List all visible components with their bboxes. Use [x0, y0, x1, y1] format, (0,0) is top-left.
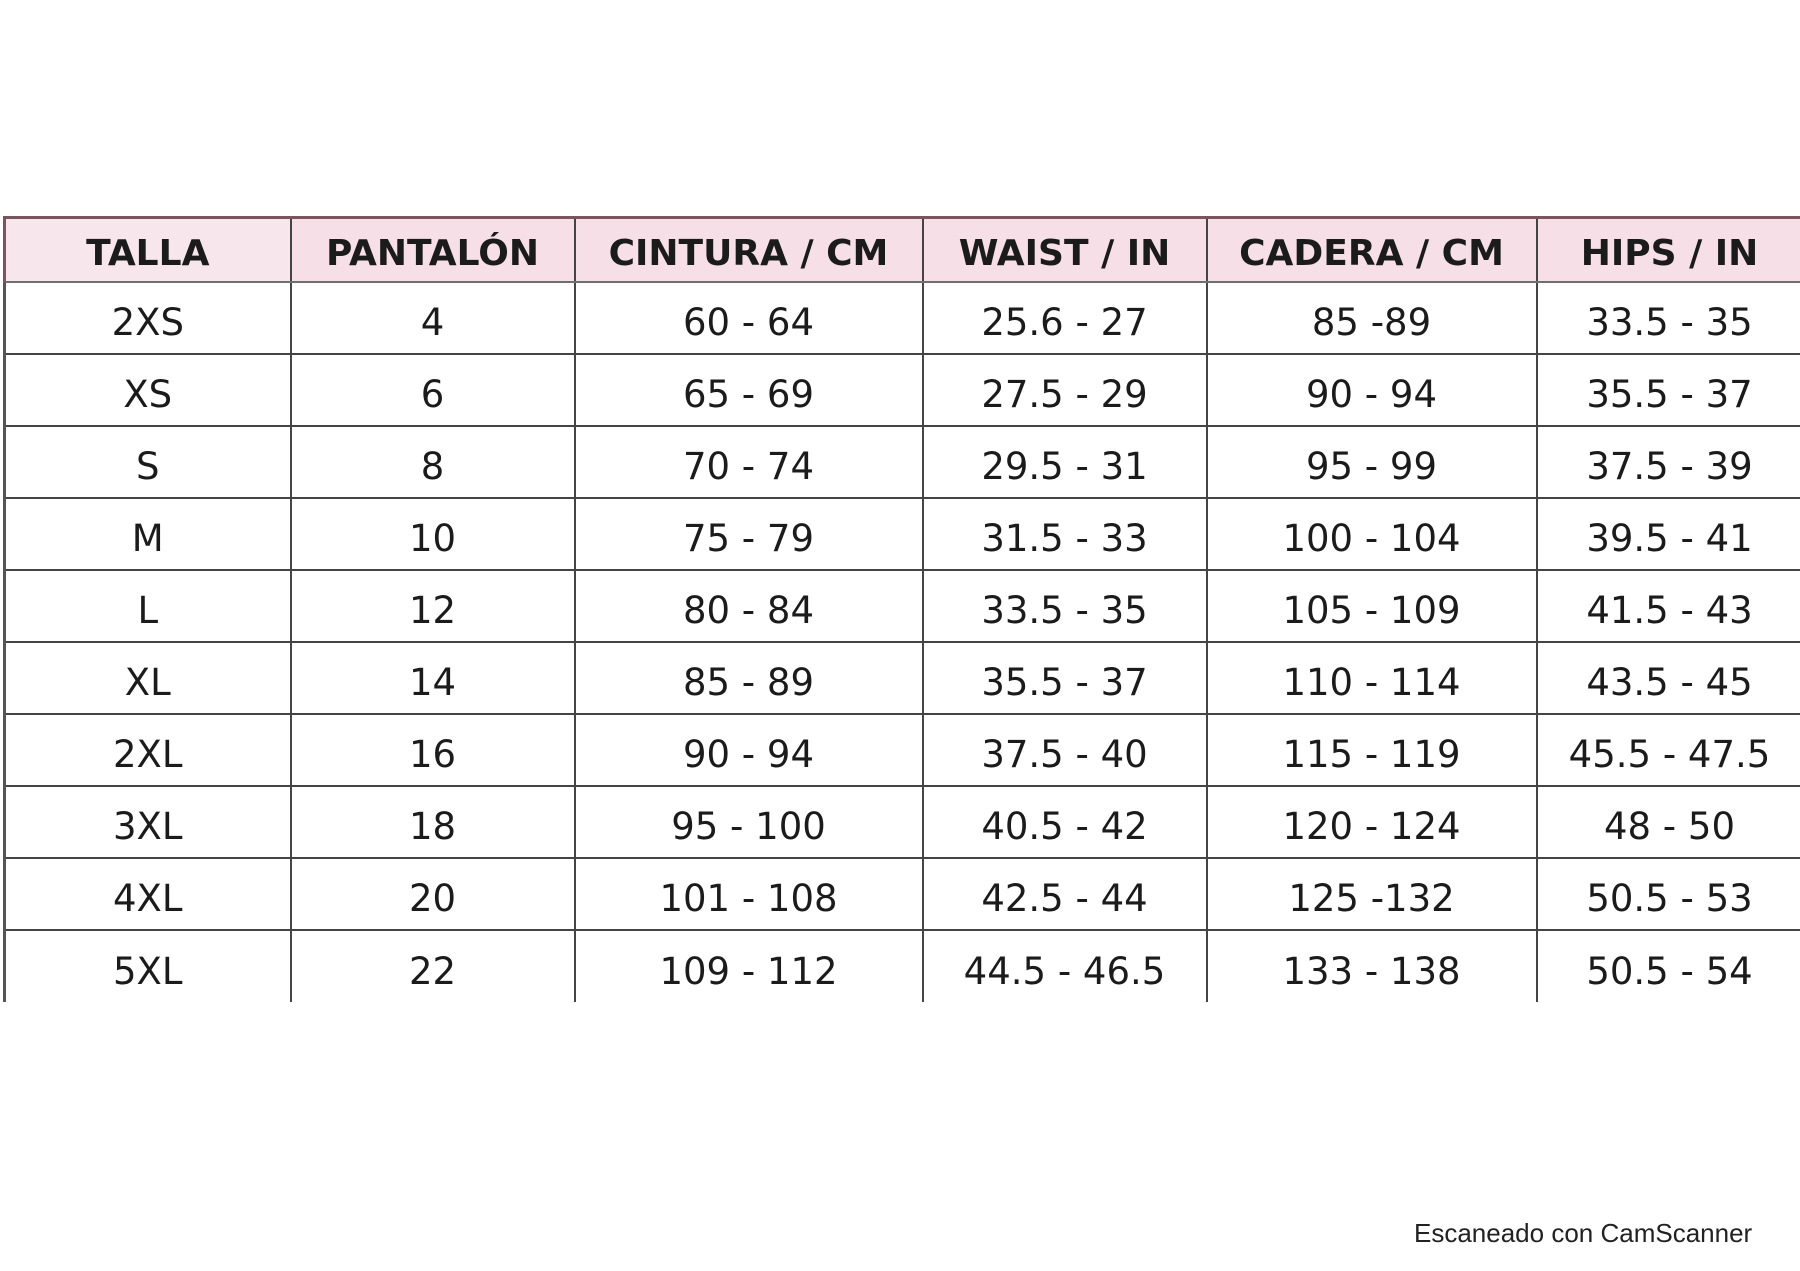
cell-talla: L: [5, 570, 291, 642]
cell-cintura-cm: 70 - 74: [575, 426, 923, 498]
table-header-row: [5, 218, 1800, 282]
cell-cadera-cm: 110 - 114: [1207, 642, 1537, 714]
cell-cintura-cm: 109 - 112: [575, 930, 923, 1002]
cell-hips-in: 50.5 - 54: [1586, 949, 1753, 993]
table-row: [5, 858, 1800, 930]
cell-cadera-cm: 133 - 138: [1207, 930, 1537, 1002]
header-talla: TALLA: [5, 218, 291, 282]
table-row: [5, 354, 1800, 426]
table-row: [5, 498, 1800, 570]
cell-hips-in: 41.5 - 43: [1537, 570, 1800, 642]
cell-waist-in: 33.5 - 35: [923, 570, 1207, 642]
table-row: [5, 786, 1800, 858]
header-pantalon: PANTALÓN: [291, 218, 575, 282]
cell-hips-in: 45.5 - 47.5: [1537, 714, 1800, 786]
cell-pantalon: 6: [291, 354, 575, 426]
cell-cadera-cm: 115 - 119: [1207, 714, 1537, 786]
cell-talla: XS: [5, 354, 291, 426]
cell-cintura-cm: 60 - 64: [575, 282, 923, 354]
cell-talla: 5XL: [5, 930, 291, 1002]
cell-cadera-cm: 85 -89: [1207, 282, 1537, 354]
camscanner-footer-note: Escaneado con CamScanner: [1414, 1218, 1753, 1248]
cell-pantalon: 22: [291, 930, 575, 1002]
cell-cadera-cm: 95 - 99: [1207, 426, 1537, 498]
cell-cintura-cm: 65 - 69: [575, 354, 923, 426]
cell-hips-in: 50.5 - 53: [1537, 858, 1800, 930]
cell-hips-in: 43.5 - 45: [1537, 642, 1800, 714]
cell-waist-in: 27.5 - 29: [923, 354, 1207, 426]
header-cintura-cm: CINTURA / CM: [575, 218, 923, 282]
cell-waist-in: 25.6 - 27: [923, 282, 1207, 354]
header-cadera-cm: CADERA / CM: [1207, 218, 1537, 282]
table-row: [5, 642, 1800, 714]
cell-cadera-cm: 120 - 124: [1207, 786, 1537, 858]
cell-pantalon: 10: [291, 498, 575, 570]
header-hips-in: HIPS / IN: [1537, 218, 1800, 282]
cell-hips-in: 39.5 - 41: [1537, 498, 1800, 570]
cell-pantalon: 16: [291, 714, 575, 786]
cell-hips-in: 33.5 - 35: [1537, 282, 1800, 354]
table-row: [5, 570, 1800, 642]
cell-waist-in: 29.5 - 31: [923, 426, 1207, 498]
cell-talla: S: [5, 426, 291, 498]
cell-cintura-cm: 85 - 89: [575, 642, 923, 714]
cell-cadera-cm: 100 - 104: [1207, 498, 1537, 570]
cell-waist-in: 42.5 - 44: [923, 858, 1207, 930]
cell-hips-in: 48 - 50: [1537, 786, 1800, 858]
cell-cintura-cm: 80 - 84: [575, 570, 923, 642]
cell-hips-in: 35.5 - 37: [1537, 354, 1800, 426]
table-row: [5, 714, 1800, 786]
table-row: [5, 930, 1800, 1002]
cell-pantalon: 8: [291, 426, 575, 498]
cell-pantalon: 18: [291, 786, 575, 858]
cell-pantalon: 12: [291, 570, 575, 642]
cell-talla: 2XS: [5, 282, 291, 354]
size-chart-table: [3, 216, 1800, 1002]
cell-waist-in: 37.5 - 40: [923, 714, 1207, 786]
header-waist-in: WAIST / IN: [923, 218, 1207, 282]
cell-waist-in: 44.5 - 46.5: [923, 930, 1207, 1002]
cell-cintura-cm: 95 - 100: [575, 786, 923, 858]
cell-cadera-cm: 105 - 109: [1207, 570, 1537, 642]
cell-cintura-cm: 90 - 94: [575, 714, 923, 786]
cell-waist-in: 31.5 - 33: [923, 498, 1207, 570]
cell-pantalon: 20: [291, 858, 575, 930]
cell-cintura-cm: 101 - 108: [575, 858, 923, 930]
cell-talla: XL: [5, 642, 291, 714]
table-row: [5, 282, 1800, 354]
table-row: [5, 426, 1800, 498]
cell-cadera-cm: 125 -132: [1207, 858, 1537, 930]
cell-cintura-cm: 75 - 79: [575, 498, 923, 570]
cell-pantalon: 14: [291, 642, 575, 714]
cell-waist-in: 35.5 - 37: [923, 642, 1207, 714]
cell-hips-in: 37.5 - 39: [1537, 426, 1800, 498]
cell-talla: 2XL: [5, 714, 291, 786]
cell-cadera-cm: 90 - 94: [1207, 354, 1537, 426]
cell-talla: 4XL: [5, 858, 291, 930]
cell-pantalon: 4: [291, 282, 575, 354]
table-body: [5, 282, 1800, 1002]
cell-talla: M: [5, 498, 291, 570]
cell-talla: 3XL: [5, 786, 291, 858]
cell-waist-in: 40.5 - 42: [923, 786, 1207, 858]
